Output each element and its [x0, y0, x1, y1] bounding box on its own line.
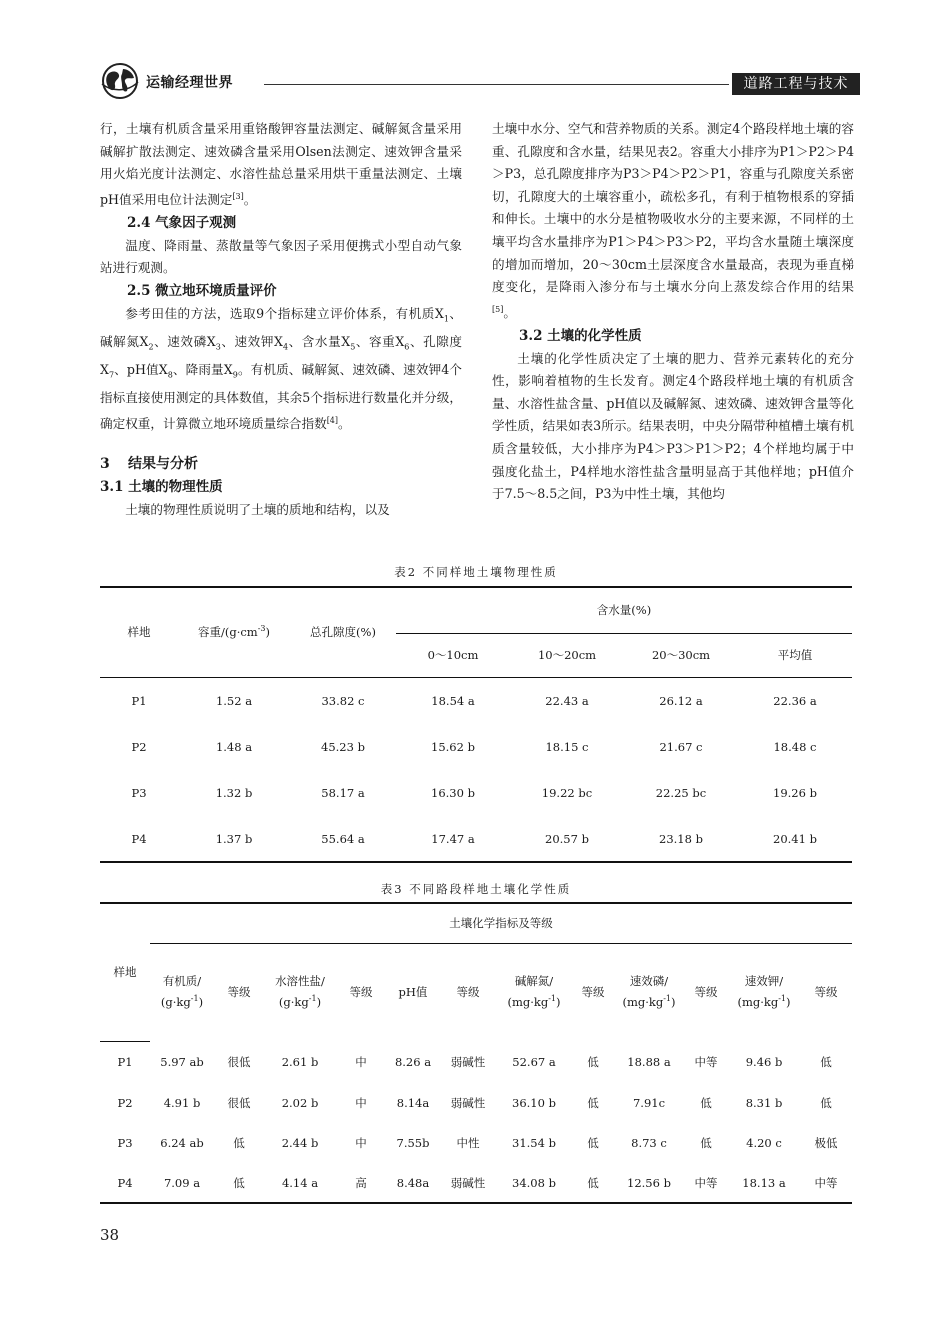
- table2-header: 平均值: [777, 648, 813, 662]
- table3-header: 等级: [227, 985, 251, 1000]
- table-cell: 20.57 b: [545, 831, 589, 846]
- table-cell: 18.54 a: [431, 693, 475, 708]
- table-cell: 23.18 b: [659, 831, 703, 846]
- table3-header: 碱解氮/ $(mg\cdot kg^{-1})$: [507, 974, 561, 1010]
- table-cell: 1.32 b: [215, 786, 253, 800]
- table2-header: 含水量(%): [396, 587, 852, 633]
- table-cell: 16.30 b: [431, 786, 475, 800]
- table-cell: 17.47 a: [431, 831, 475, 846]
- table3-header: 速效磷/ $(mg\cdot kg^{-1})$: [622, 974, 676, 1010]
- table-cell: 18.48 c: [773, 740, 817, 754]
- table-row: [100, 724, 852, 770]
- table3-caption: 表3 不同路段样地土壤化学性质: [380, 882, 572, 896]
- table-cell: 8.48a: [396, 1175, 430, 1190]
- table-cell: 中: [355, 1055, 367, 1069]
- table-cell: 22.36 a: [773, 693, 817, 708]
- table-cell: 8.26 a: [394, 1055, 432, 1069]
- table-cell: 22.25 bc: [655, 786, 707, 800]
- table-cell: 19.22 bc: [541, 786, 593, 800]
- page-number: 38: [100, 1226, 120, 1244]
- table-cell: 中: [355, 1136, 367, 1150]
- table-cell: 8.31 b: [745, 1096, 783, 1110]
- table-cell: 20.41 b: [773, 831, 817, 846]
- table-row: [100, 816, 852, 862]
- paragraph: 土壤的物理性质说明了土壤的质地和结构，以及: [125, 502, 390, 518]
- table3-header: 等级: [456, 985, 480, 1000]
- globe-logo-icon: [100, 62, 140, 100]
- table-row: [100, 1041, 852, 1083]
- table-cell: 6.24 ab: [160, 1136, 204, 1150]
- table-cell: 弱碱性: [450, 1096, 486, 1110]
- table-cell: 21.67 c: [659, 740, 703, 754]
- table-cell: 5.97 ab: [160, 1055, 204, 1069]
- table2-header: 样地: [127, 625, 151, 640]
- table-cell: 18.88 a: [627, 1055, 671, 1069]
- table-cell: 1.48 a: [215, 740, 253, 754]
- header-rule: [264, 84, 729, 85]
- table-cell: 低: [587, 1136, 599, 1150]
- table-cell: 8.14a: [396, 1096, 430, 1110]
- table-cell: 31.54 b: [512, 1136, 556, 1150]
- table-cell: 很低: [227, 1096, 251, 1110]
- paragraph: 土壤中水分、空气和营养物质的关系。测定4个路段样地土壤的容重、孔隙度和含水量，结果见表2。容重大小排序为P1＞P2＞P4＞P3，总孔隙度排序为P3＞P4＞P2＞P1，容重与孔隙度关系密切，孔隙度大的土壤容重小，疏松多孔，有利于植物根系的穿插和伸长。土壤中的水分是植物吸收水分的主要来源，不同样的土壤平均含水量排序为P1＞P4＞P3＞P2，平均含水量随土壤深度的增加而增加，20～30cm土层深度含水量最高，表现为垂直梯度变化，是降雨入渗分布与土壤水分向上蒸发综合作用的结果[5]。: [492, 121, 854, 320]
- table-cell: 高: [355, 1175, 367, 1190]
- table-cell: 弱碱性: [450, 1175, 486, 1190]
- table-cell: 1.37 b: [215, 831, 253, 846]
- table2: [100, 586, 852, 863]
- table-row: [100, 677, 852, 724]
- table-cell: P2: [131, 740, 147, 754]
- section-tag: 道路工程与技术: [732, 73, 860, 95]
- section-heading-2-4: 2.4 气象因子观测: [127, 214, 237, 231]
- table-row: [100, 1123, 852, 1163]
- table2-header: 10～20cm: [537, 648, 597, 662]
- table3-header: 等级: [349, 985, 373, 1000]
- table-cell: 低: [587, 1055, 599, 1069]
- table-cell: 7.09 a: [163, 1175, 201, 1190]
- table-cell: P1: [131, 693, 147, 708]
- table-cell: 9.46 b: [745, 1055, 783, 1069]
- table-row: [100, 1163, 852, 1203]
- section-heading-3-1: 3.1 土壤的物理性质: [100, 479, 223, 496]
- table-cell: 12.56 b: [627, 1175, 671, 1190]
- section-heading-3: 3 结果与分析: [100, 456, 198, 473]
- paragraph: 土壤的化学性质决定了土壤的肥力、营养元素转化的充分性，影响着植物的生长发育。测定4个路段样地土壤的有机质含量、水溶性盐含量、pH值以及碱解氮、速效磷、速效钾含量等化学性质，结果如表3所示。结果表明，中央分隔带种植槽土壤有机质含量较低，大小排序为P4＞P3＞P1＞P2；4个样地均属于中强度化盐土，P4样地水溶性盐含量明显高于其他样地；pH值介于7.5～8.5之间，P3为中性土壤，其他均: [492, 350, 854, 502]
- table-cell: 18.15 c: [545, 740, 589, 754]
- table-cell: 中等: [814, 1175, 838, 1190]
- table2-header: 20～30cm: [651, 648, 711, 662]
- table-cell: P4: [131, 831, 147, 846]
- table-cell: 中等: [694, 1055, 718, 1069]
- table-cell: P3: [117, 1136, 133, 1150]
- table-cell: 1.52 a: [215, 693, 253, 708]
- table-cell: 中性: [456, 1136, 480, 1150]
- paragraph: 温度、降雨量、蒸散量等气象因子采用便携式小型自动气象站进行观测。: [100, 237, 462, 276]
- journal-brand: 运输经理世界: [146, 75, 233, 91]
- table-cell: 34.08 b: [512, 1175, 556, 1190]
- table-cell: 26.12 a: [659, 693, 703, 708]
- paragraph: 参考田佳的方法，选取9个指标建立评价体系，有机质$X_1$、碱解氮$X_2$、速效磷$X_3$、速效钾$X_4$、含水量$X_5$、容重$X_6$、孔隙度$X_7$、pH值$X_8$、降雨量$X_9$。有机质、碱解氮、速效磷、速效钾4个指标直接使用测定的具体数值，其余5个指标进行数量化并分级，确定权重，计算微立地环境质量综合指数[4]。: [100, 305, 462, 431]
- table3-header: 样地: [113, 965, 137, 980]
- table-cell: 52.67 a: [512, 1055, 556, 1069]
- left-column: [100, 118, 462, 522]
- table3-header: 有机质/ $(g\cdot kg^{-1})$: [160, 974, 204, 1010]
- table3-header: pH值: [398, 985, 428, 1000]
- table-cell: 极低: [814, 1136, 838, 1150]
- table2-header: 容重$/(g\cdot cm^{-3})$: [197, 624, 271, 640]
- table-cell: 2.02 b: [281, 1096, 319, 1110]
- table-cell: 2.44 b: [281, 1136, 319, 1150]
- page-header: [100, 62, 860, 98]
- table3-header: 等级: [814, 985, 838, 1000]
- table-cell: 7.55b: [396, 1136, 430, 1150]
- table-cell: 7.91c: [632, 1096, 666, 1110]
- table3-header: 速效钾/ $(mg\cdot kg^{-1})$: [737, 974, 791, 1010]
- table-cell: 22.43 a: [545, 693, 589, 708]
- table-cell: 4.14 a: [281, 1175, 319, 1190]
- table-cell: 中: [355, 1096, 367, 1110]
- section-heading-2-5: 2.5 微立地环境质量评价: [127, 282, 277, 299]
- paragraph: 行，土壤有机质含量采用重铬酸钾容量法测定、碱解氮含量采用碱解扩散法测定、速效磷含量采用Olsen法测定、速效钾含量采用火焰光度计法测定、水溶性盐总量采用烘干重量法测定、土壤pH值采用电位计法测定[3]。: [100, 121, 462, 207]
- table-cell: 中等: [694, 1175, 718, 1190]
- table-cell: P4: [117, 1175, 133, 1190]
- table-cell: 低: [700, 1096, 712, 1110]
- table3: [100, 902, 852, 1204]
- table-cell: 18.13 a: [742, 1175, 786, 1190]
- right-column: [492, 118, 854, 506]
- table-cell: P2: [117, 1096, 133, 1110]
- table3-header: 等级: [581, 985, 605, 1000]
- table-cell: 4.20 c: [746, 1136, 782, 1150]
- table-cell: P3: [131, 786, 147, 800]
- table-row: [100, 1083, 852, 1123]
- table-cell: 33.82 c: [321, 693, 365, 708]
- table-cell: 45.23 b: [321, 740, 365, 754]
- table-cell: 4.91 b: [163, 1096, 201, 1110]
- table-cell: 低: [700, 1136, 712, 1150]
- table-cell: 36.10 b: [512, 1096, 556, 1110]
- table-cell: 很低: [227, 1055, 251, 1069]
- table-cell: 2.61 b: [281, 1055, 319, 1069]
- table-cell: 15.62 b: [431, 740, 475, 754]
- table-row: [100, 770, 852, 816]
- table3-header: 土壤化学指标及等级: [150, 903, 852, 943]
- table-cell: 低: [233, 1175, 245, 1190]
- table2-header: 0～10cm: [427, 648, 479, 662]
- table2-header: 总孔隙度(%): [310, 625, 376, 640]
- table-cell: 低: [233, 1136, 245, 1150]
- table-cell: 低: [587, 1096, 599, 1110]
- table-cell: 低: [820, 1096, 832, 1110]
- section-heading-3-2: 3.2 土壤的化学性质: [519, 327, 642, 344]
- table-cell: 低: [587, 1175, 599, 1190]
- table-cell: P1: [100, 1041, 150, 1083]
- table-cell: 19.26 b: [773, 786, 817, 800]
- table3-header: 等级: [694, 985, 718, 1000]
- table2-caption: 表2 不同样地土壤物理性质: [394, 565, 558, 579]
- table-cell: 低: [820, 1055, 832, 1069]
- table-cell: 8.73 c: [631, 1136, 667, 1150]
- table-cell: 55.64 a: [321, 831, 365, 846]
- table3-header: 水溶性盐/ $(g\cdot kg^{-1})$: [275, 974, 325, 1010]
- table-cell: 弱碱性: [450, 1055, 486, 1069]
- table-cell: 58.17 a: [321, 786, 365, 800]
